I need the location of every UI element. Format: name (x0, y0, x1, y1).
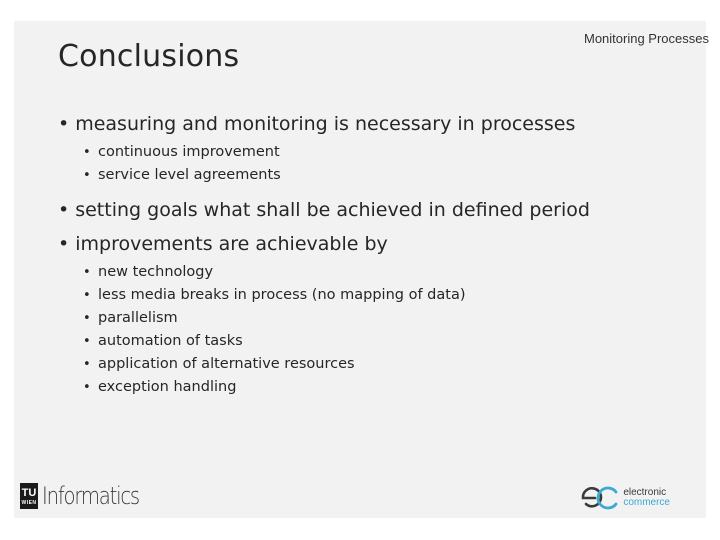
bullet-text: measuring and monitoring is necessary in processes (75, 113, 576, 135)
bullet-icon: • (83, 265, 91, 280)
sub-bullet-text: parallelism (98, 310, 178, 326)
tu-informatics-logo (20, 480, 160, 512)
bullet-icon: • (83, 311, 91, 326)
ec-line-commerce: commerce (623, 497, 670, 508)
ec-logo-icon (579, 485, 621, 511)
sub-bullet-item (83, 330, 678, 353)
bullet-item (58, 227, 678, 261)
informatics-wordmark: Informatics (42, 482, 139, 510)
ec-wordmark (623, 488, 670, 508)
bullet-text: improvements are achievable by (75, 233, 388, 255)
sub-bullet-list (83, 141, 678, 187)
bullet-icon: • (83, 380, 91, 395)
sub-bullet-item (83, 353, 678, 376)
tu-logo-text: TU (21, 486, 37, 499)
bullet-icon: • (83, 357, 91, 372)
bullet-icon: • (83, 168, 91, 183)
bullet-icon: • (58, 233, 70, 255)
bullet-icon: • (83, 145, 91, 160)
sub-bullet-item (83, 376, 678, 399)
bullet-icon: • (83, 334, 91, 349)
bullet-item (58, 193, 678, 227)
bullet-icon: • (58, 199, 70, 221)
sub-bullet-text: new technology (98, 264, 214, 280)
sub-bullet-text: application of alternative resources (98, 356, 355, 372)
tu-logo-subtext: WIEN (21, 499, 37, 506)
sub-bullet-item (83, 141, 678, 164)
section-header: Monitoring Processes (584, 31, 709, 46)
sub-bullet-text: exception handling (98, 379, 237, 395)
bullet-item (58, 107, 678, 141)
bullet-icon: • (83, 288, 91, 303)
bullet-content (58, 107, 678, 399)
sub-bullet-item (83, 284, 678, 307)
sub-bullet-text: continuous improvement (98, 144, 280, 160)
bullet-icon: • (58, 113, 70, 135)
sub-bullet-list (83, 261, 678, 399)
tu-wien-logo-icon (20, 483, 38, 509)
bullet-text: setting goals what shall be achieved in defined period (75, 199, 590, 221)
sub-bullet-text: automation of tasks (98, 333, 243, 349)
sub-bullet-item (83, 164, 678, 187)
sub-bullet-text: service level agreements (98, 167, 281, 183)
slide (14, 21, 709, 518)
sub-bullet-item (83, 307, 678, 330)
sub-bullet-item (83, 261, 678, 284)
page-title: Conclusions (58, 39, 240, 74)
ec-logo (579, 485, 670, 511)
sub-bullet-text: less media breaks in process (no mapping of data) (98, 287, 466, 303)
ec-line-electronic: electronic (623, 487, 667, 498)
